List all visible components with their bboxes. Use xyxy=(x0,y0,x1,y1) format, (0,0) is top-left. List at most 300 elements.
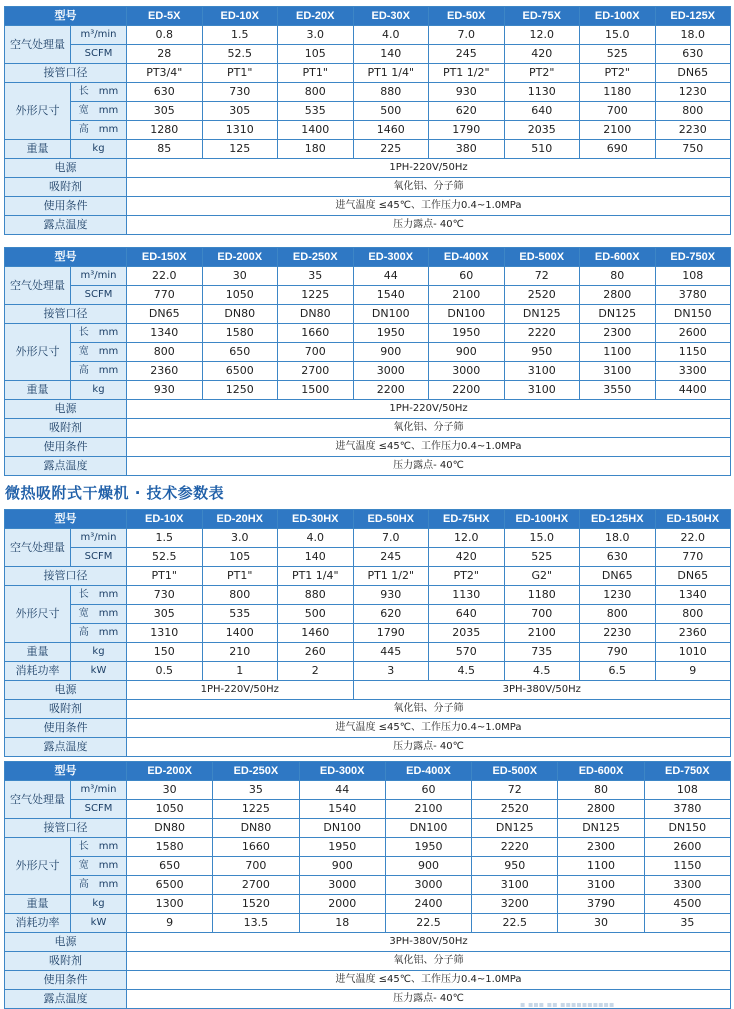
pipe-label: 接管口径 xyxy=(5,305,127,324)
air-capacity-label: 空气处理量 xyxy=(5,781,71,819)
value-cell: 6.5 xyxy=(580,662,656,681)
model-name: ED-10X xyxy=(202,7,278,26)
value-cell: 3300 xyxy=(655,362,731,381)
value-cell: 4.0 xyxy=(353,26,429,45)
value-cell: 1230 xyxy=(580,586,656,605)
value-cell: DN100 xyxy=(299,819,385,838)
value-cell: 180 xyxy=(278,140,354,159)
model-name: ED-30HX xyxy=(278,510,354,529)
unit-width xyxy=(71,343,127,362)
unit-mm: mm xyxy=(98,327,119,338)
value-cell: 1230 xyxy=(655,83,731,102)
value-cell: 18 xyxy=(299,914,385,933)
weight-label: 重量 xyxy=(5,895,71,914)
table-row xyxy=(5,548,731,567)
power-supply-1ph: 1PH-220V/50Hz xyxy=(127,681,354,700)
value-cell: 108 xyxy=(644,781,730,800)
table-row xyxy=(5,662,731,681)
height-label: 高 xyxy=(78,365,89,376)
value-cell: 800 xyxy=(278,83,354,102)
width-label: 宽 xyxy=(78,608,89,619)
unit-height xyxy=(71,121,127,140)
value-cell: 800 xyxy=(655,102,731,121)
table-row xyxy=(5,305,731,324)
value-cell: 3000 xyxy=(429,362,505,381)
value-cell: 1300 xyxy=(127,895,213,914)
power-supply-label: 电源 xyxy=(5,400,127,419)
value-cell: 2600 xyxy=(644,838,730,857)
value-cell: 2035 xyxy=(504,121,580,140)
value-cell: 4.0 xyxy=(278,529,354,548)
value-cell: 18.0 xyxy=(580,529,656,548)
unit-width xyxy=(71,605,127,624)
weight-label: 重量 xyxy=(5,643,71,662)
unit-length xyxy=(71,838,127,857)
height-label: 高 xyxy=(78,627,89,638)
value-cell: 3300 xyxy=(644,876,730,895)
value-cell: 1130 xyxy=(429,586,505,605)
model-name: ED-250X xyxy=(213,762,299,781)
value-cell: 125 xyxy=(202,140,278,159)
value-cell: 3100 xyxy=(580,362,656,381)
value-cell: 3200 xyxy=(472,895,558,914)
unit-mm: mm xyxy=(98,589,119,600)
value-cell: 1790 xyxy=(353,624,429,643)
value-cell: 44 xyxy=(299,781,385,800)
model-name: ED-200X xyxy=(202,248,278,267)
value-cell: 1400 xyxy=(278,121,354,140)
value-cell: 3000 xyxy=(353,362,429,381)
value-cell: 700 xyxy=(213,857,299,876)
unit-m3: m³/min xyxy=(71,529,127,548)
value-cell: 140 xyxy=(353,45,429,64)
value-cell: 950 xyxy=(504,343,580,362)
table-row xyxy=(5,7,731,26)
value-cell: 22.5 xyxy=(385,914,471,933)
unit-scfm: SCFM xyxy=(71,286,127,305)
spec-table-3 xyxy=(4,509,731,757)
value-cell: 22.0 xyxy=(127,267,203,286)
unit-length xyxy=(71,586,127,605)
value-cell: 60 xyxy=(385,781,471,800)
value-cell: 1310 xyxy=(202,121,278,140)
value-cell: 2100 xyxy=(385,800,471,819)
adsorbent-label: 吸附剂 xyxy=(5,700,127,719)
value-cell: 630 xyxy=(655,45,731,64)
value-cell: 22.0 xyxy=(655,529,731,548)
value-cell: 445 xyxy=(353,643,429,662)
value-cell: 72 xyxy=(472,781,558,800)
conditions-label: 使用条件 xyxy=(5,719,127,738)
value-cell: 900 xyxy=(353,343,429,362)
value-cell: 640 xyxy=(504,102,580,121)
value-cell: 3100 xyxy=(504,362,580,381)
table-row xyxy=(5,216,731,235)
height-label: 高 xyxy=(78,879,89,890)
conditions-label: 使用条件 xyxy=(5,971,127,990)
value-cell: 2600 xyxy=(655,324,731,343)
value-cell: 535 xyxy=(202,605,278,624)
value-cell: 900 xyxy=(299,857,385,876)
value-cell: PT1" xyxy=(278,64,354,83)
unit-kw: kW xyxy=(71,662,127,681)
value-cell: 210 xyxy=(202,643,278,662)
value-cell: PT1 1/4" xyxy=(353,64,429,83)
value-cell: DN65 xyxy=(127,305,203,324)
value-cell: 7.0 xyxy=(353,529,429,548)
value-cell: 1180 xyxy=(504,586,580,605)
value-cell: 880 xyxy=(278,586,354,605)
value-cell: 305 xyxy=(202,102,278,121)
model-header: 型号 xyxy=(5,7,127,26)
value-cell: 35 xyxy=(644,914,730,933)
value-cell: 30 xyxy=(558,914,644,933)
value-cell: 22.5 xyxy=(472,914,558,933)
value-cell: DN100 xyxy=(429,305,505,324)
value-cell: 735 xyxy=(504,643,580,662)
value-cell: 650 xyxy=(127,857,213,876)
conditions-value: 进气温度 ≤45℃、工作压力0.4~1.0MPa xyxy=(127,438,731,457)
model-name: ED-125HX xyxy=(580,510,656,529)
value-cell: 2800 xyxy=(580,286,656,305)
pipe-label: 接管口径 xyxy=(5,567,127,586)
value-cell: 2700 xyxy=(278,362,354,381)
model-name: ED-30X xyxy=(353,7,429,26)
value-cell: 500 xyxy=(353,102,429,121)
value-cell: 12.0 xyxy=(504,26,580,45)
value-cell: 3790 xyxy=(558,895,644,914)
power-supply-label: 电源 xyxy=(5,159,127,178)
model-name: ED-250X xyxy=(278,248,354,267)
value-cell: 1460 xyxy=(278,624,354,643)
adsorbent-label: 吸附剂 xyxy=(5,178,127,197)
table-row xyxy=(5,102,731,121)
unit-scfm: SCFM xyxy=(71,45,127,64)
value-cell: PT1" xyxy=(202,64,278,83)
value-cell: 1250 xyxy=(202,381,278,400)
table-row xyxy=(5,819,731,838)
value-cell: 1950 xyxy=(299,838,385,857)
value-cell: 1050 xyxy=(202,286,278,305)
value-cell: 630 xyxy=(127,83,203,102)
value-cell: 650 xyxy=(202,343,278,362)
value-cell: 1100 xyxy=(580,343,656,362)
width-label: 宽 xyxy=(78,105,89,116)
value-cell: 72 xyxy=(504,267,580,286)
unit-width xyxy=(71,102,127,121)
table-row xyxy=(5,178,731,197)
table-row xyxy=(5,286,731,305)
value-cell: 950 xyxy=(472,857,558,876)
value-cell: 3.0 xyxy=(278,26,354,45)
model-name: ED-400X xyxy=(385,762,471,781)
value-cell: 2300 xyxy=(558,838,644,857)
dew-point-label: 露点温度 xyxy=(5,216,127,235)
unit-scfm: SCFM xyxy=(71,548,127,567)
value-cell: 52.5 xyxy=(202,45,278,64)
weight-label: 重量 xyxy=(5,140,71,159)
table-row xyxy=(5,159,731,178)
model-header: 型号 xyxy=(5,510,127,529)
pipe-label: 接管口径 xyxy=(5,64,127,83)
value-cell: 18.0 xyxy=(655,26,731,45)
value-cell: 12.0 xyxy=(429,529,505,548)
value-cell: 510 xyxy=(504,140,580,159)
value-cell: 0.8 xyxy=(127,26,203,45)
value-cell: 305 xyxy=(127,605,203,624)
value-cell: 9 xyxy=(655,662,731,681)
table-row xyxy=(5,121,731,140)
value-cell: 2035 xyxy=(429,624,505,643)
value-cell: 770 xyxy=(127,286,203,305)
length-label: 长 xyxy=(78,841,89,852)
table-row xyxy=(5,700,731,719)
value-cell: 1010 xyxy=(655,643,731,662)
unit-length xyxy=(71,83,127,102)
value-cell: 1150 xyxy=(644,857,730,876)
value-cell: 4500 xyxy=(644,895,730,914)
value-cell: 105 xyxy=(278,45,354,64)
value-cell: 1660 xyxy=(278,324,354,343)
value-cell: 700 xyxy=(278,343,354,362)
value-cell: 620 xyxy=(353,605,429,624)
value-cell: DN125 xyxy=(504,305,580,324)
value-cell: 2100 xyxy=(504,624,580,643)
value-cell: 2100 xyxy=(429,286,505,305)
model-name: ED-750X xyxy=(644,762,730,781)
model-name: ED-125X xyxy=(655,7,731,26)
table-row xyxy=(5,990,731,1009)
model-name: ED-600X xyxy=(558,762,644,781)
value-cell: 800 xyxy=(580,605,656,624)
unit-kw: kW xyxy=(71,914,127,933)
value-cell: 790 xyxy=(580,643,656,662)
value-cell: 2520 xyxy=(504,286,580,305)
table-row xyxy=(5,438,731,457)
dew-point-value: 压力露点- 40℃ xyxy=(127,738,731,757)
model-name: ED-500X xyxy=(504,248,580,267)
value-cell: 1.5 xyxy=(127,529,203,548)
length-label: 长 xyxy=(78,86,89,97)
unit-mm: mm xyxy=(98,841,119,852)
value-cell: 2800 xyxy=(558,800,644,819)
value-cell: 1280 xyxy=(127,121,203,140)
value-cell: 1540 xyxy=(353,286,429,305)
adsorbent-label: 吸附剂 xyxy=(5,952,127,971)
dimensions-label: 外形尺寸 xyxy=(5,586,71,643)
value-cell: 150 xyxy=(127,643,203,662)
value-cell: 700 xyxy=(580,102,656,121)
table-row xyxy=(5,324,731,343)
value-cell: 30 xyxy=(202,267,278,286)
conditions-value: 进气温度 ≤45℃、工作压力0.4~1.0MPa xyxy=(127,971,731,990)
table-row xyxy=(5,197,731,216)
value-cell: 60 xyxy=(429,267,505,286)
unit-height xyxy=(71,624,127,643)
value-cell: 1540 xyxy=(299,800,385,819)
conditions-value: 进气温度 ≤45℃、工作压力0.4~1.0MPa xyxy=(127,197,731,216)
value-cell: 640 xyxy=(429,605,505,624)
value-cell: 730 xyxy=(127,586,203,605)
value-cell: 3 xyxy=(353,662,429,681)
table-row xyxy=(5,45,731,64)
air-capacity-label: 空气处理量 xyxy=(5,529,71,567)
model-name: ED-100X xyxy=(580,7,656,26)
conditions-label: 使用条件 xyxy=(5,197,127,216)
value-cell: PT1" xyxy=(202,567,278,586)
value-cell: 3100 xyxy=(504,381,580,400)
unit-height xyxy=(71,362,127,381)
unit-kg: kg xyxy=(71,381,127,400)
unit-length xyxy=(71,324,127,343)
value-cell: 1225 xyxy=(213,800,299,819)
value-cell: 3100 xyxy=(558,876,644,895)
unit-height xyxy=(71,876,127,895)
value-cell: 85 xyxy=(127,140,203,159)
value-cell: 700 xyxy=(504,605,580,624)
model-name: ED-750X xyxy=(655,248,731,267)
value-cell: 930 xyxy=(127,381,203,400)
width-label: 宽 xyxy=(78,860,89,871)
value-cell: 9 xyxy=(127,914,213,933)
unit-kg: kg xyxy=(71,140,127,159)
adsorbent-value: 氧化铝、分子筛 xyxy=(127,952,731,971)
value-cell: 1950 xyxy=(429,324,505,343)
value-cell: DN150 xyxy=(655,305,731,324)
adsorbent-value: 氧化铝、分子筛 xyxy=(127,178,731,197)
value-cell: 3100 xyxy=(472,876,558,895)
value-cell: 3000 xyxy=(385,876,471,895)
value-cell: 1950 xyxy=(385,838,471,857)
dew-point-label: 露点温度 xyxy=(5,990,127,1009)
unit-mm: mm xyxy=(98,608,119,619)
power-supply-label: 电源 xyxy=(5,681,127,700)
dew-point-value: 压力露点- 40℃ xyxy=(127,457,731,476)
value-cell: 900 xyxy=(429,343,505,362)
value-cell: DN125 xyxy=(472,819,558,838)
value-cell: 2300 xyxy=(580,324,656,343)
value-cell: 80 xyxy=(580,267,656,286)
value-cell: 3.0 xyxy=(202,529,278,548)
value-cell: DN80 xyxy=(213,819,299,838)
unit-kg: kg xyxy=(71,643,127,662)
value-cell: 930 xyxy=(353,586,429,605)
unit-mm: mm xyxy=(98,365,119,376)
value-cell: 690 xyxy=(580,140,656,159)
value-cell: 525 xyxy=(504,548,580,567)
value-cell: DN100 xyxy=(385,819,471,838)
value-cell: 2400 xyxy=(385,895,471,914)
table-row xyxy=(5,719,731,738)
table-row xyxy=(5,971,731,990)
value-cell: 730 xyxy=(202,83,278,102)
air-capacity-label: 空气处理量 xyxy=(5,267,71,305)
unit-kg: kg xyxy=(71,895,127,914)
unit-width xyxy=(71,857,127,876)
power-supply-3ph: 3PH-380V/50Hz xyxy=(353,681,731,700)
value-cell: G2" xyxy=(504,567,580,586)
value-cell: PT1 1/2" xyxy=(353,567,429,586)
table-row xyxy=(5,586,731,605)
value-cell: 260 xyxy=(278,643,354,662)
value-cell: 30 xyxy=(127,781,213,800)
value-cell: 4400 xyxy=(655,381,731,400)
value-cell: PT2" xyxy=(504,64,580,83)
value-cell: 2230 xyxy=(655,121,731,140)
value-cell: 80 xyxy=(558,781,644,800)
model-name: ED-500X xyxy=(472,762,558,781)
weight-label: 重量 xyxy=(5,381,71,400)
table-row xyxy=(5,933,731,952)
value-cell: 35 xyxy=(213,781,299,800)
model-name: ED-400X xyxy=(429,248,505,267)
value-cell: 2200 xyxy=(353,381,429,400)
model-name: ED-75HX xyxy=(429,510,505,529)
value-cell: 1225 xyxy=(278,286,354,305)
value-cell: 4.5 xyxy=(504,662,580,681)
value-cell: DN150 xyxy=(644,819,730,838)
power-supply-value: 1PH-220V/50Hz xyxy=(127,400,731,419)
value-cell: 15.0 xyxy=(504,529,580,548)
table-row xyxy=(5,381,731,400)
dew-point-label: 露点温度 xyxy=(5,457,127,476)
value-cell: 1150 xyxy=(655,343,731,362)
power-supply-value: 3PH-380V/50Hz xyxy=(127,933,731,952)
value-cell: 225 xyxy=(353,140,429,159)
model-name: ED-75X xyxy=(504,7,580,26)
value-cell: 4.5 xyxy=(429,662,505,681)
value-cell: 245 xyxy=(353,548,429,567)
value-cell: DN125 xyxy=(558,819,644,838)
value-cell: 2 xyxy=(278,662,354,681)
value-cell: 3550 xyxy=(580,381,656,400)
power-supply-value: 1PH-220V/50Hz xyxy=(127,159,731,178)
pipe-label: 接管口径 xyxy=(5,819,127,838)
table-row xyxy=(5,643,731,662)
table-row xyxy=(5,419,731,438)
width-label: 宽 xyxy=(78,346,89,357)
value-cell: 52.5 xyxy=(127,548,203,567)
model-name: ED-150HX xyxy=(655,510,731,529)
value-cell: 880 xyxy=(353,83,429,102)
table-row xyxy=(5,624,731,643)
table-row xyxy=(5,26,731,45)
conditions-value: 进气温度 ≤45℃、工作压力0.4~1.0MPa xyxy=(127,719,731,738)
unit-mm: mm xyxy=(98,124,119,135)
table-row xyxy=(5,895,731,914)
value-cell: 500 xyxy=(278,605,354,624)
value-cell: 1100 xyxy=(558,857,644,876)
table-row xyxy=(5,400,731,419)
value-cell: 1340 xyxy=(127,324,203,343)
model-name: ED-300X xyxy=(299,762,385,781)
value-cell: 245 xyxy=(429,45,505,64)
value-cell: 770 xyxy=(655,548,731,567)
model-header: 型号 xyxy=(5,248,127,267)
value-cell: 570 xyxy=(429,643,505,662)
air-capacity-label: 空气处理量 xyxy=(5,26,71,64)
height-label: 高 xyxy=(78,124,89,135)
value-cell: 108 xyxy=(655,267,731,286)
unit-mm: mm xyxy=(98,105,119,116)
value-cell: 1 xyxy=(202,662,278,681)
value-cell: DN125 xyxy=(580,305,656,324)
value-cell: 6500 xyxy=(202,362,278,381)
value-cell: 2220 xyxy=(504,324,580,343)
length-label: 长 xyxy=(78,589,89,600)
table-row xyxy=(5,914,731,933)
value-cell: 2200 xyxy=(429,381,505,400)
